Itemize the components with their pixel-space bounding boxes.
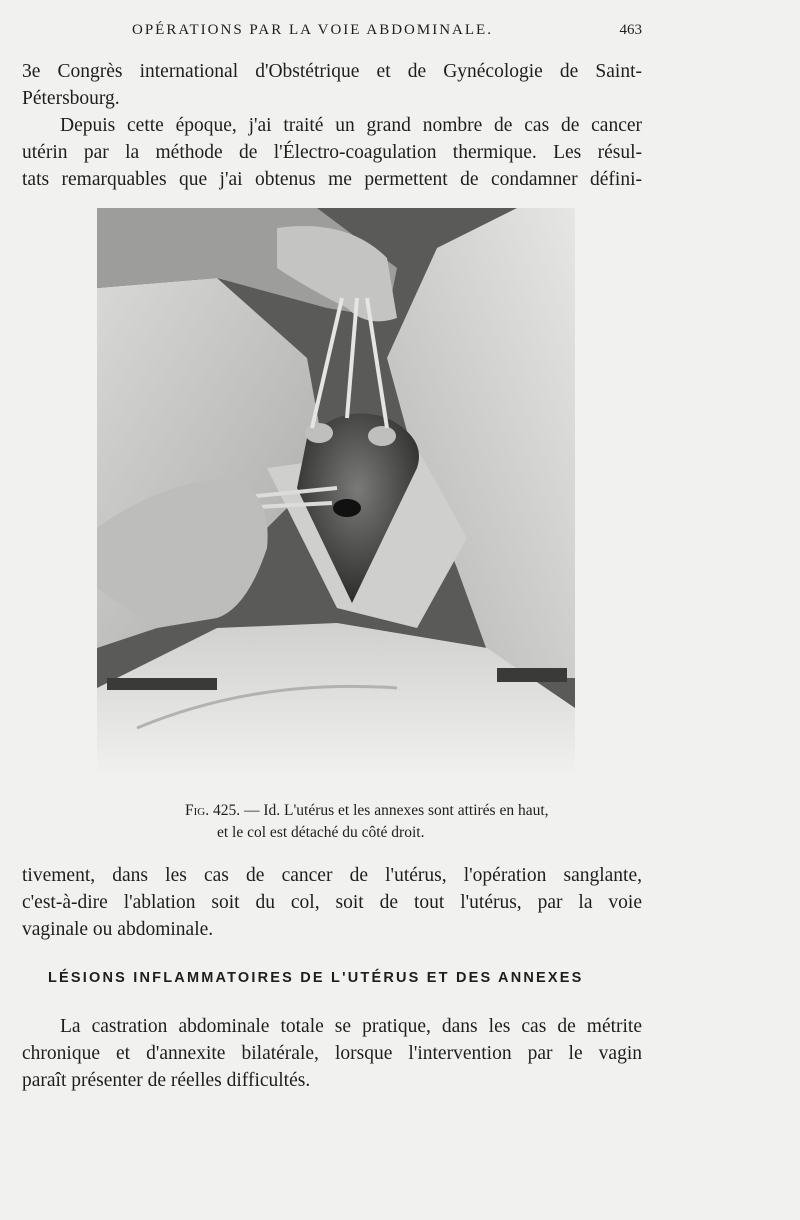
text-line: utérin par la méthode de l'Électro-coagulation thermique. Les résul- <box>22 142 642 163</box>
caption-text: — Id. L'utérus et les annexes sont attirés en haut, <box>243 802 549 819</box>
caption-text: et le col est détaché du côté droit. <box>217 824 425 841</box>
text-line: Pétersbourg. <box>22 88 120 109</box>
text-line: paraît présenter de réelles difficultés. <box>22 1070 311 1091</box>
text-line: tats remarquables que j'ai obtenus me permettent de condamner défini- <box>22 169 642 190</box>
text-line: c'est-à-dire l'ablation soit du col, soit de tout l'utérus, par la voie <box>22 892 642 913</box>
paragraph-3 <box>22 862 642 943</box>
text-line: chronique et d'annexite bilatérale, lorsque l'intervention par le vagin <box>22 1043 642 1064</box>
text-line: 3e Congrès international d'Obstétrique et de Gynécologie de Saint- <box>22 61 642 82</box>
section-heading: LÉSIONS INFLAMMATOIRES DE L'UTÉRUS ET DES ANNEXES <box>48 970 584 986</box>
surgical-photograph <box>97 208 575 773</box>
figure-caption <box>185 800 605 844</box>
paragraph-4 <box>22 1013 642 1094</box>
text-line: vaginale ou abdominale. <box>22 919 214 940</box>
page-number: 463 <box>619 22 642 38</box>
paragraph-2 <box>22 112 642 193</box>
text-line: Depuis cette époque, j'ai traité un grand nombre de cas de cancer <box>60 115 642 136</box>
paragraph-1 <box>22 58 642 112</box>
running-title: OPÉRATIONS PAR LA VOIE ABDOMINALE. <box>132 22 493 38</box>
text-line: La castration abdominale totale se pratique, dans les cas de métrite <box>60 1016 642 1037</box>
running-head <box>22 22 642 46</box>
figure-label: Fig. 425. <box>185 802 241 819</box>
text-line: tivement, dans les cas de cancer de l'utérus, l'opération sanglante, <box>22 865 642 886</box>
